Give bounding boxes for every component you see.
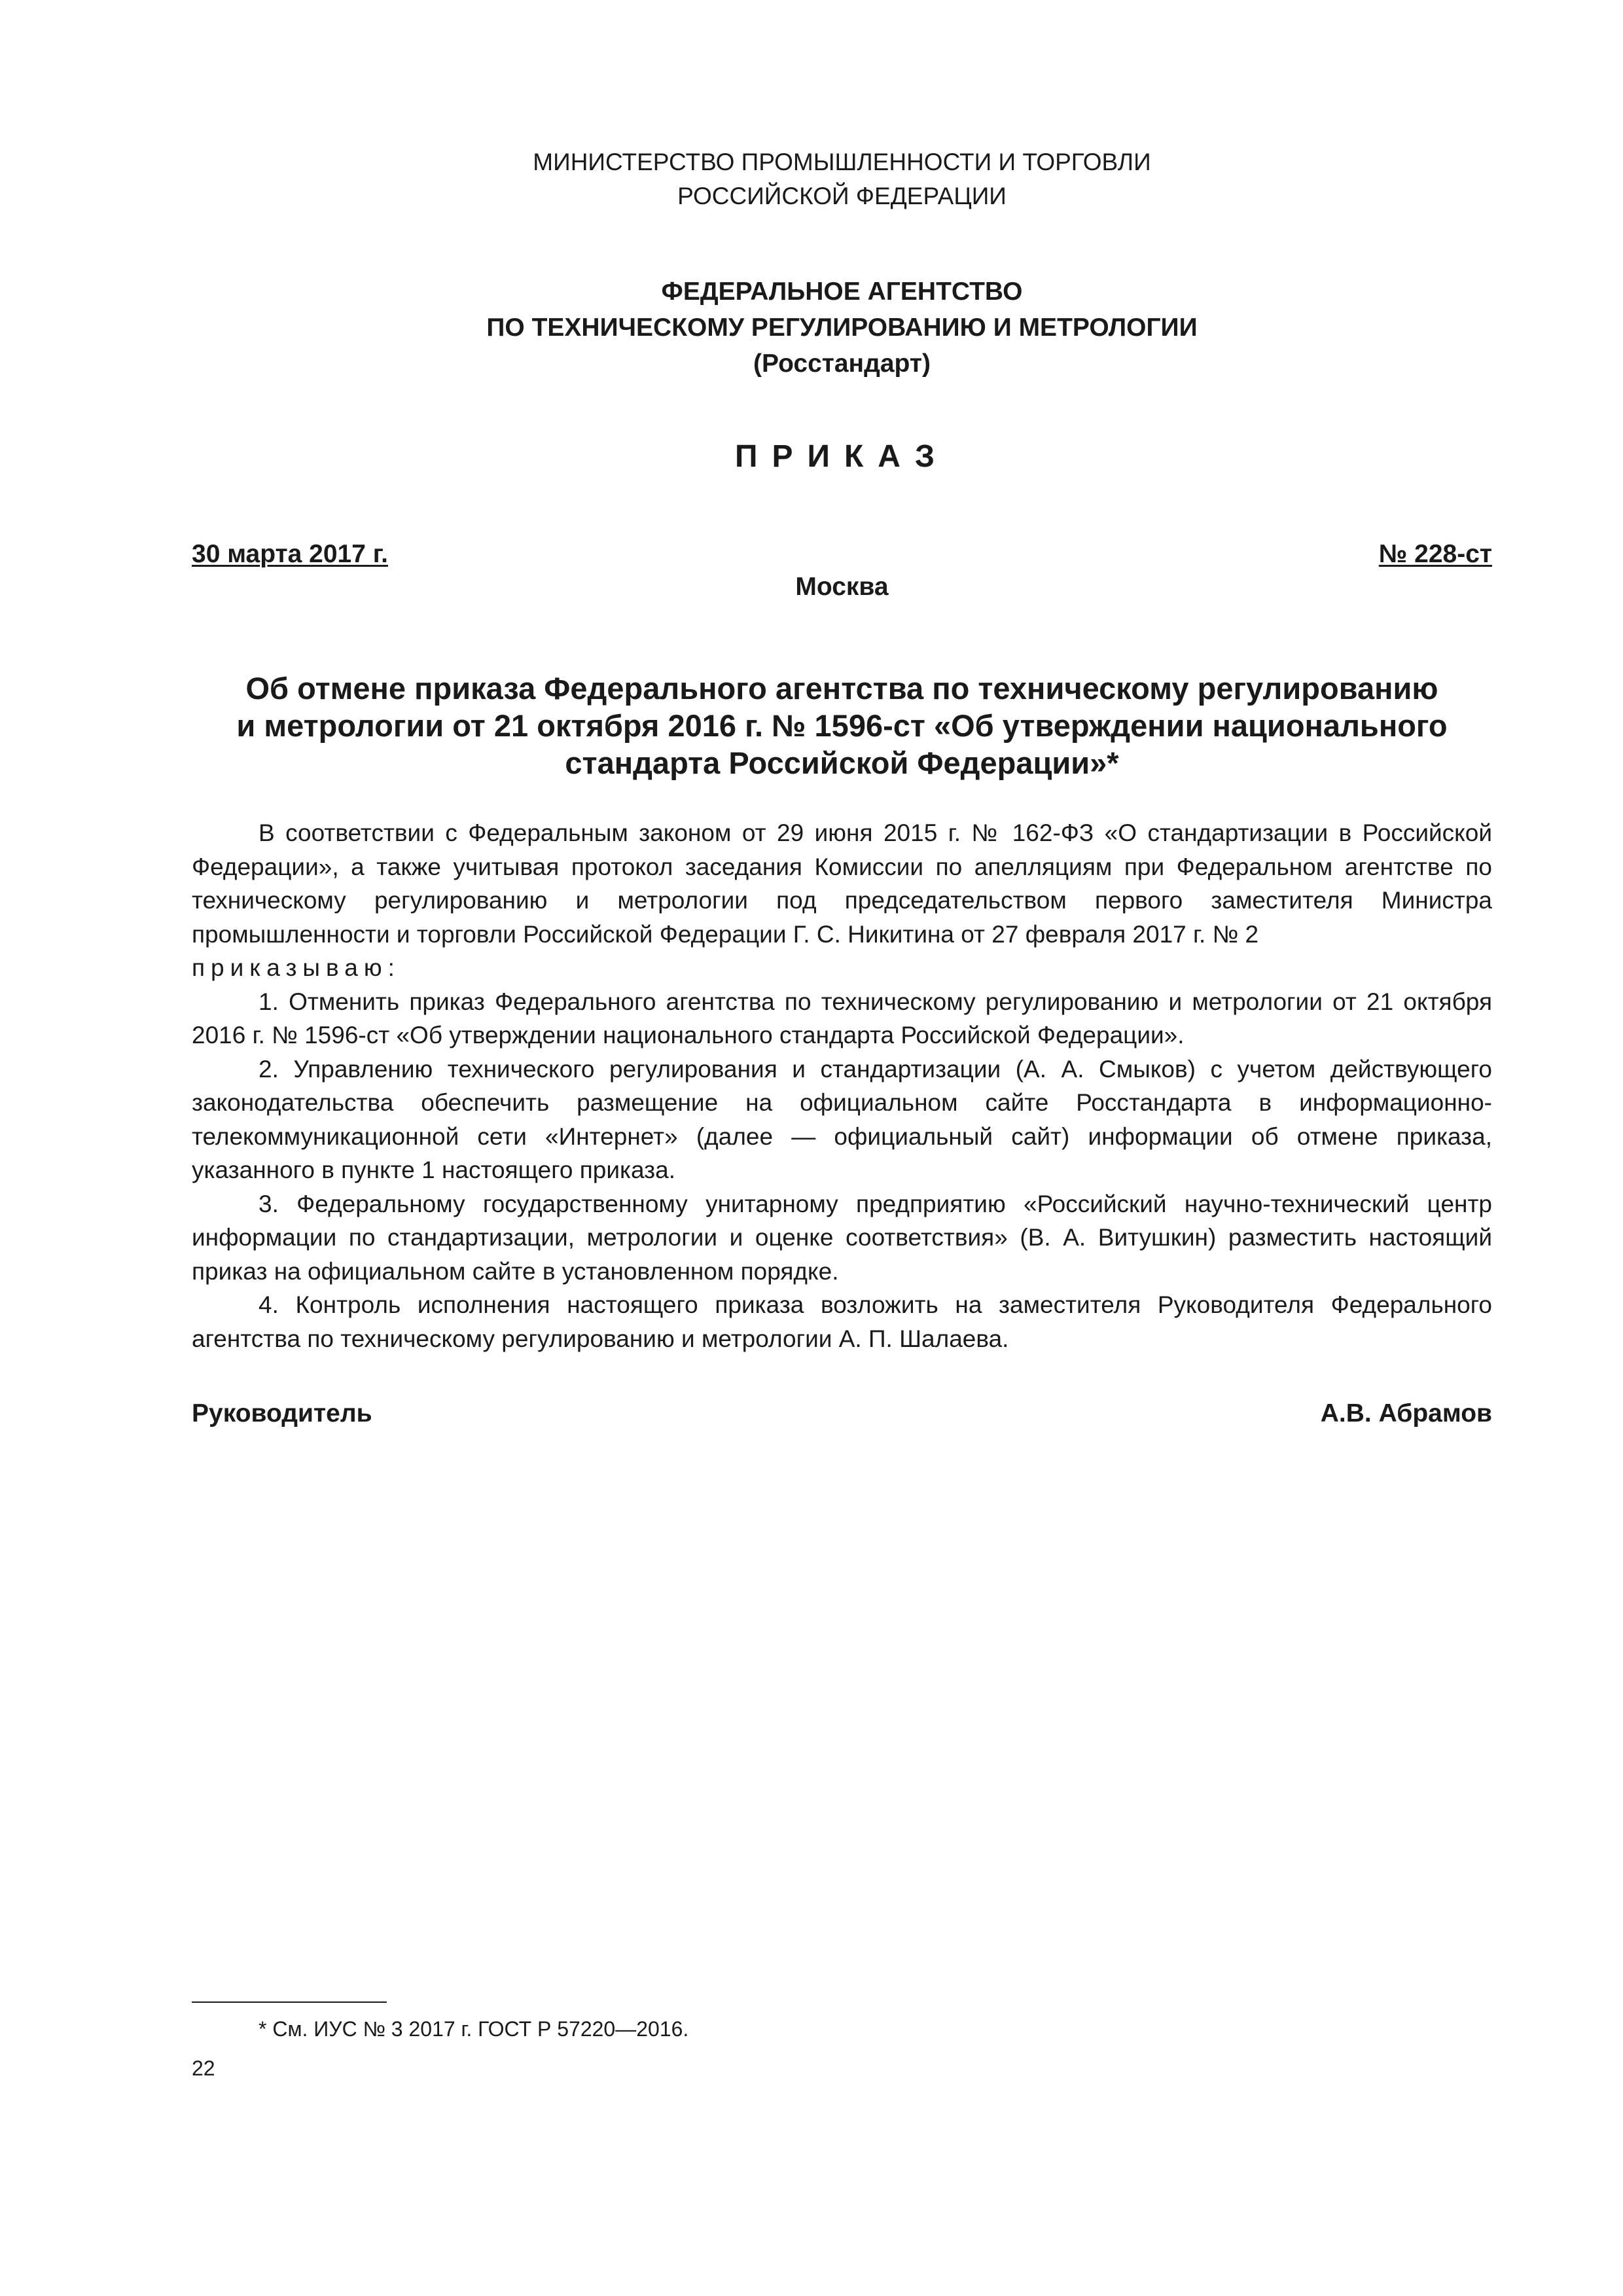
signer-name: А.В. Абрамов	[1320, 1399, 1492, 1427]
document-heading	[192, 670, 1492, 781]
order-word	[192, 951, 1492, 985]
heading-line3: стандарта Российской Федерации»*	[565, 745, 1119, 780]
preamble-paragraph: В соответствии с Федеральным законом от 29 июня 2015 г. № 162-ФЗ «О стандартизации в Российской Федерации», а также учитывая протокол заседания Комиссии по апелляциям при Федеральном агентстве по техническому регулированию и метрологии под председательством первого заместителя Министра промышленности и торговли Российской Федерации Г. С. Никитина от 27 февраля 2017 г. № 2	[192, 819, 1492, 948]
agency-short-name: (Росстандарт)	[753, 350, 931, 378]
page-number: 22	[192, 2056, 215, 2080]
order-word-text: приказываю:	[192, 954, 401, 981]
agency-name-line1: ФЕДЕРАЛЬНОЕ АГЕНТСТВО	[661, 278, 1023, 306]
signer-position: Руководитель	[192, 1399, 372, 1427]
footnote-divider	[192, 2001, 387, 2003]
document-body	[192, 816, 1492, 1355]
order-number: № 228-ст	[1378, 540, 1492, 568]
order-title: ПРИКАЗ	[734, 439, 950, 474]
ministry-name-line2: РОССИЙСКОЙ ФЕДЕРАЦИИ	[677, 183, 1007, 209]
heading-line1: Об отмене приказа Федерального агентства по техническому регулированию	[245, 671, 1438, 706]
agency-name-line2: ПО ТЕХНИЧЕСКОМУ РЕГУЛИРОВАНИЮ И МЕТРОЛОГИИ	[486, 314, 1198, 342]
order-item-4: 4. Контроль исполнения настоящего приказа возложить на заместителя Руководителя Федерального агентства по техническому регулированию и метрологии А. П. Шалаева.	[192, 1291, 1492, 1352]
footnote: * См. ИУС № 3 2017 г. ГОСТ Р 57220—2016.	[259, 2017, 689, 2041]
ministry-name-line1: МИНИСТЕРСТВО ПРОМЫШЛЕННОСТИ И ТОРГОВЛИ	[533, 149, 1151, 175]
heading-line2: и метрологии от 21 октября 2016 г. № 1596-ст «Об утверждении национального	[236, 708, 1448, 743]
order-city: Москва	[795, 573, 889, 601]
order-date: 30 марта 2017 г.	[192, 540, 388, 568]
order-item-1: 1. Отменить приказ Федерального агентства по техническому регулированию и метрологии от 21 октября 2016 г. № 1596-ст «Об утверждении национального стандарта Российской Федерации».	[192, 988, 1492, 1049]
order-item-3: 3. Федеральному государственному унитарному предприятию «Российский научно-технический центр информации по стандартизации, метрологии и оценке соответствия» (В. А. Витушкин) разместить настоящий приказ на официальном сайте в установленном порядке.	[192, 1190, 1492, 1285]
agency-header	[192, 274, 1492, 382]
ministry-header	[192, 145, 1492, 213]
order-item-2: 2. Управлению технического регулирования и стандартизации (А. А. Смыков) с учетом действующего законодательства обеспечить размещение на официальном сайте Росстандарта в информационно-телекоммуникационной сети «Интернет» (далее — официальный сайт) информации об отмене приказа, указанного в пункте 1 настоящего приказа.	[192, 1055, 1492, 1183]
